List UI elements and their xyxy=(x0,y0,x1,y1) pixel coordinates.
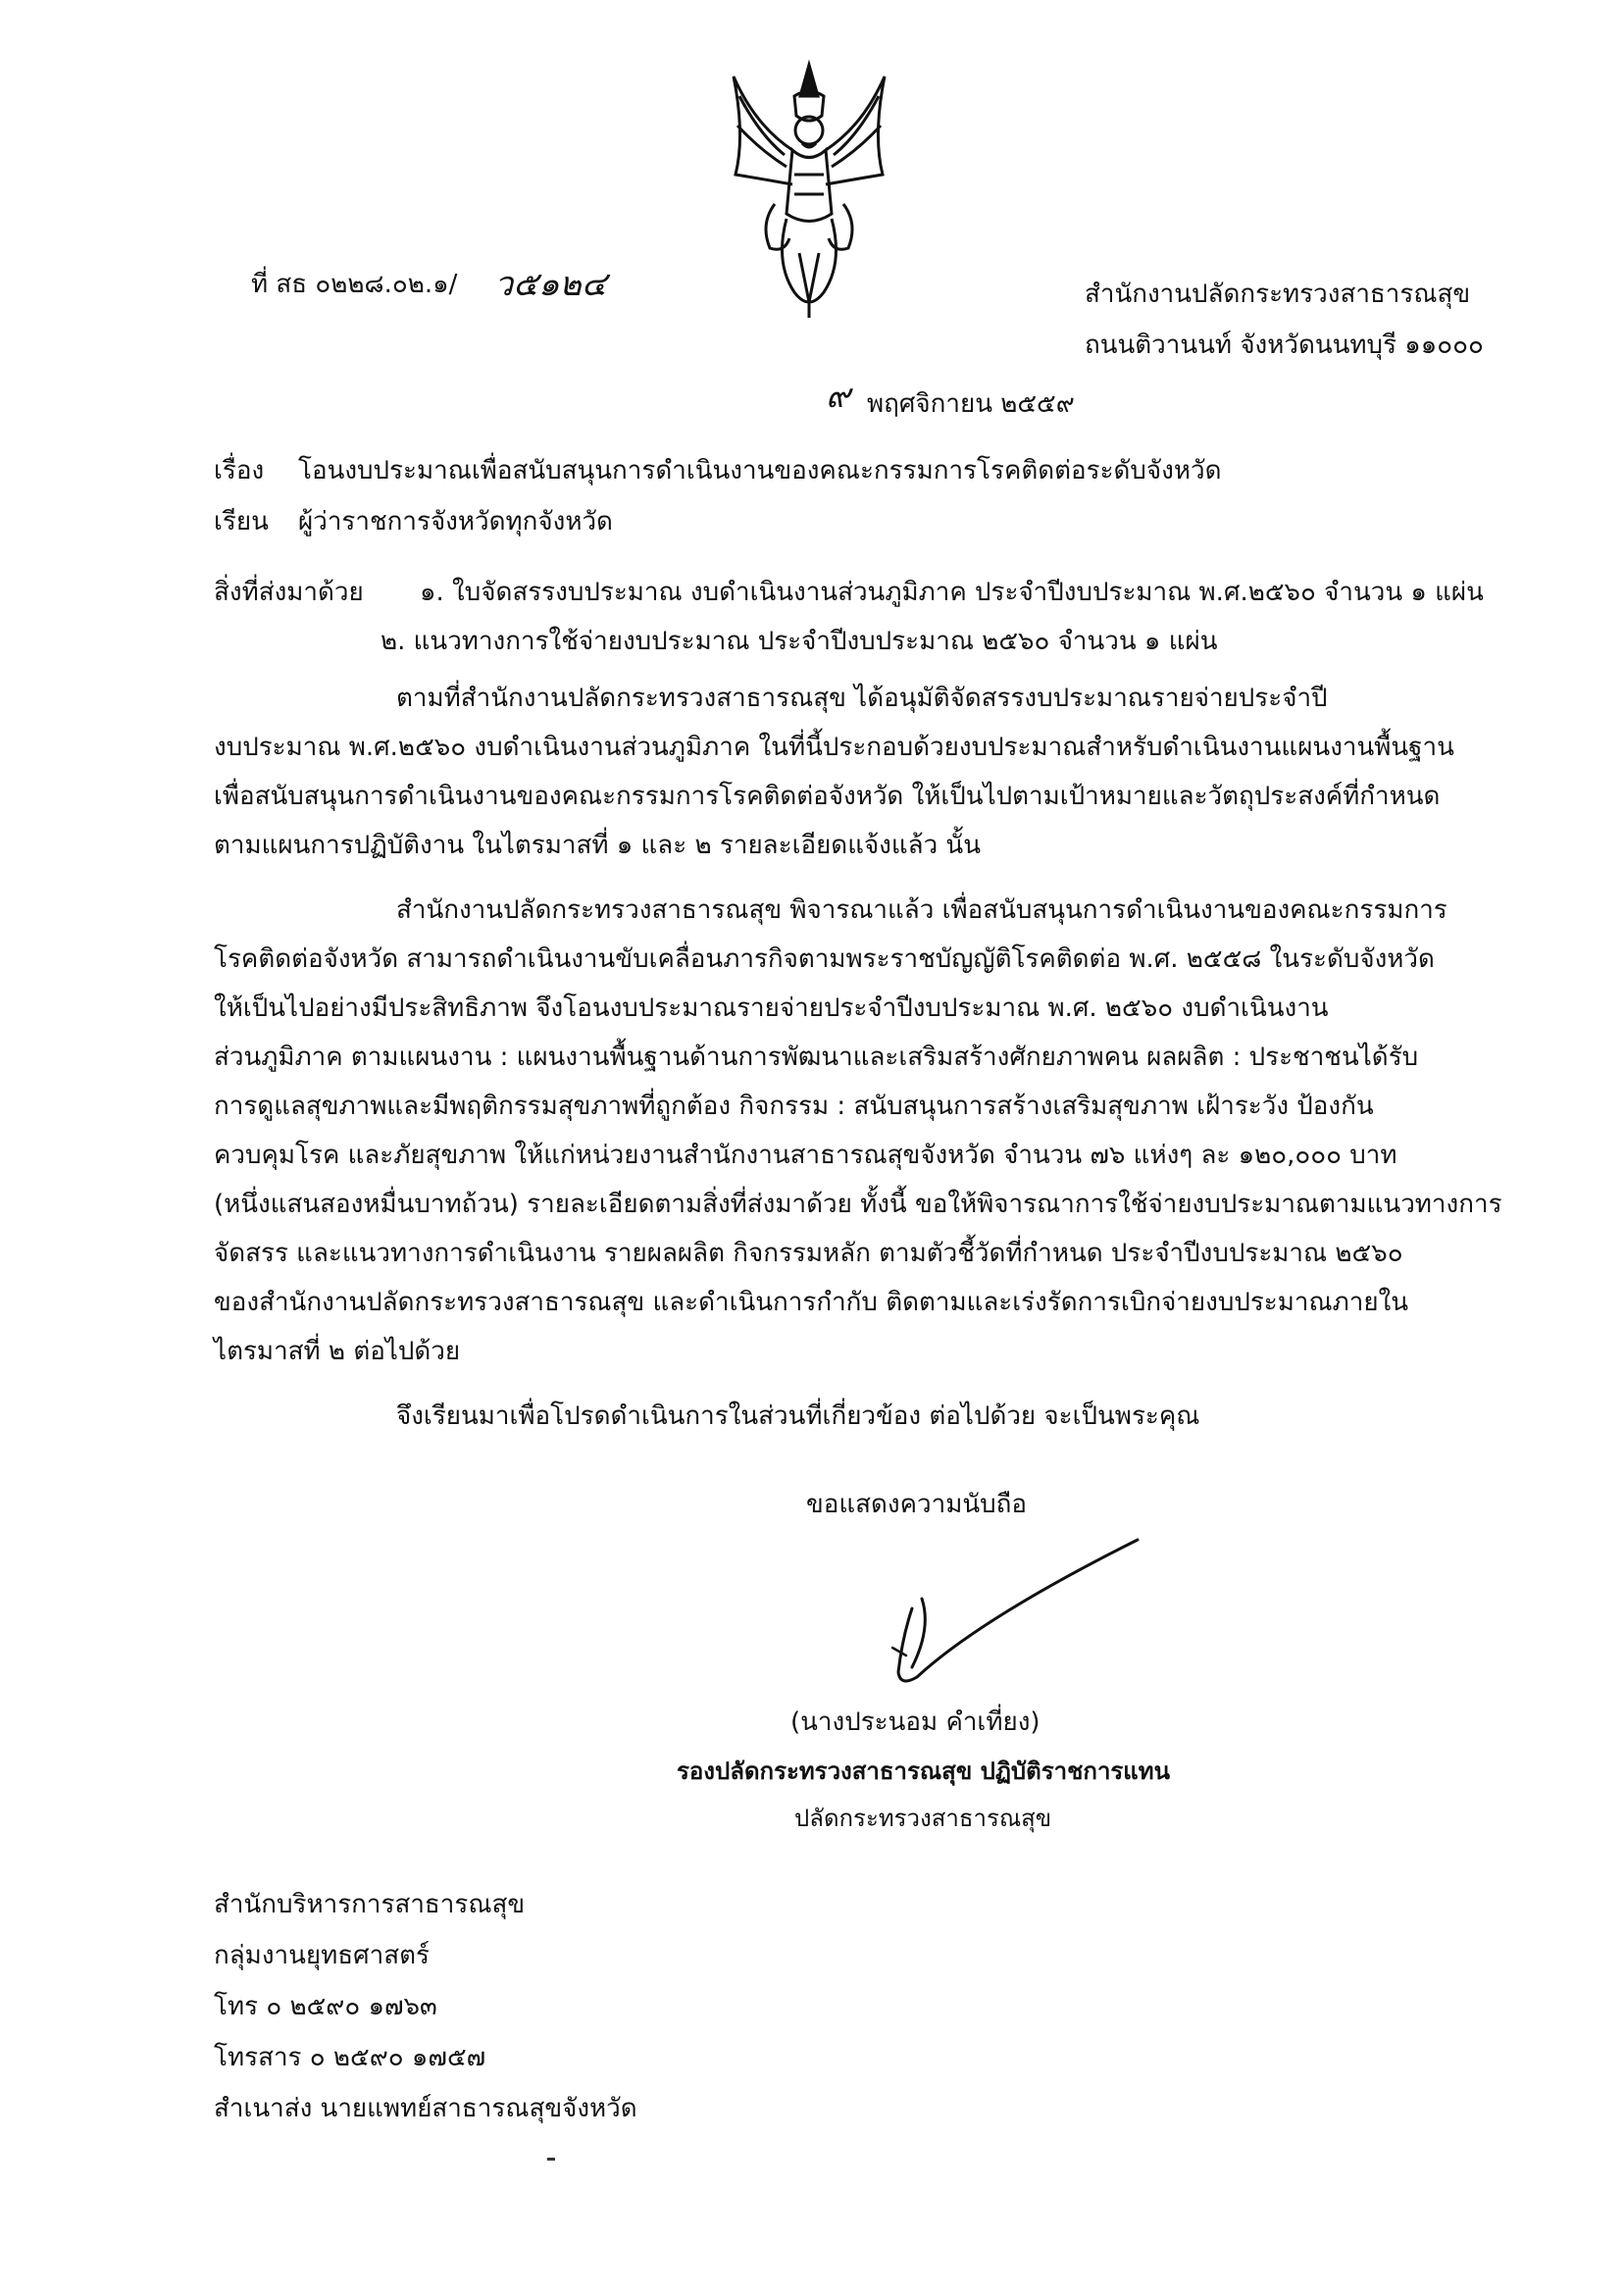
footer-department: สำนักบริหารการสาธารณสุข xyxy=(214,1890,526,1919)
stray-mark xyxy=(547,2158,555,2161)
paragraph-2-line: โรคติดต่อจังหวัด สามารถดำเนินงานขับเคลื่อนภารกิจตามพระราชบัญญัติโรคติดต่อ พ.ศ. ๒๕๕๘ ในระดับจังหวัด xyxy=(214,944,1435,974)
paragraph-1-line: เพื่อสนับสนุนการดำเนินงานของคณะกรรมการโรคติดต่อจังหวัด ให้เป็นไปตามเป้าหมายและวัตถุประสงค์ที่กำหนด xyxy=(214,782,1441,811)
footer-group: กลุ่มงานยุทธศาสตร์ xyxy=(214,1941,430,1970)
paragraph-2-line: จัดสรร และแนวทางการดำเนินงาน รายผลผลิต กิจกรรมหลัก ตามตัวชี้วัดที่กำหนด ประจำปีงบประมาณ ๒๕๖๐ xyxy=(214,1239,1403,1268)
paragraph-2-line: ควบคุมโรค และภัยสุขภาพ ให้แก่หน่วยงานสำนักงานสาธารณสุขจังหวัด จำนวน ๗๖ แห่งๆ ละ ๑๒๐,๐๐๐ บาท xyxy=(214,1141,1397,1170)
enclosure-item: ๒. แนวทางการใช้จ่ายงบประมาณ ประจำปีงบประมาณ ๒๕๖๐ จำนวน ๑ แผ่น xyxy=(381,627,1218,656)
date-month-year: พฤศจิกายน ๒๕๕๙ xyxy=(867,389,1075,419)
garuda-emblem-icon xyxy=(716,57,902,322)
paragraph-2-line: การดูแลสุขภาพและมีพฤติกรรมสุขภาพที่ถูกต้อง กิจกรรม : สนับสนุนการสร้างเสริมสุขภาพ เฝ้าระวัง ป้องกัน xyxy=(214,1092,1374,1121)
document-number-handwritten: ว๕๑๒๔ xyxy=(494,265,607,304)
footer-fax: โทรสาร ๐ ๒๕๙๐ ๑๗๕๗ xyxy=(214,2043,486,2072)
subject-label: เรื่อง xyxy=(214,456,265,485)
recipient-text: ผู้ว่าราชการจังหวัดทุกจังหวัด xyxy=(298,507,613,536)
footer-telephone: โทร ๐ ๒๕๙๐ ๑๗๖๓ xyxy=(214,1992,437,2021)
paragraph-1-line: ตามแผนการปฏิบัติงาน ในไตรมาสที่ ๑ และ ๒ รายละเอียดแจ้งแล้ว นั้น xyxy=(214,831,981,860)
paragraph-2-line: สำนักงานปลัดกระทรวงสาธารณสุข พิจารณาแล้ว เพื่อสนับสนุนการดำเนินงานของคณะกรรมการ xyxy=(396,895,1447,925)
subject-text: โอนงบประมาณเพื่อสนับสนุนการดำเนินงานของคณะกรรมการโรคติดต่อระดับจังหวัด xyxy=(298,456,1222,485)
paragraph-1-line: งบประมาณ พ.ศ.๒๕๖๐ งบดำเนินงานส่วนภูมิภาค ในที่นี้ประกอบด้วยงบประมาณสำหรับดำเนินงานแผนงานพื้นฐาน xyxy=(214,733,1454,762)
paragraph-2-line: ให้เป็นไปอย่างมีประสิทธิภาพ จึงโอนงบประมาณรายจ่ายประจำปีงบประมาณ พ.ศ. ๒๕๖๐ งบดำเนินงาน xyxy=(214,994,1329,1023)
signer-position: รองปลัดกระทรวงสาธารณสุข ปฏิบัติราชการแทน xyxy=(677,1758,1171,1785)
enclosure-label: สิ่งที่ส่งมาด้วย xyxy=(214,578,364,607)
paragraph-1-line: ตามที่สำนักงานปลัดกระทรวงสาธารณสุข ได้อนุมัติจัดสรรงบประมาณรายจ่ายประจำปี xyxy=(396,684,1328,713)
paragraph-2-line: ส่วนภูมิภาค ตามแผนงาน : แผนงานพื้นฐานด้านการพัฒนาและเสริมสร้างศักยภาพคน ผลผลิต : ประชาชนได้รับ xyxy=(214,1043,1419,1072)
closing-salutation: ขอแสดงความนับถือ xyxy=(806,1490,1027,1519)
signature-mark-icon xyxy=(863,1501,1157,1707)
document-number: ที่ สธ ๐๒๒๘.๐๒.๑/ xyxy=(251,270,458,299)
org-address: ถนนติวานนท์ จังหวัดนนทบุรี ๑๑๐๐๐ xyxy=(1085,331,1484,360)
date-day-handwritten: ๙ xyxy=(826,377,850,416)
closing-request: จึงเรียนมาเพื่อโปรดดำเนินการในส่วนที่เกี่ยวข้อง ต่อไปด้วย จะเป็นพระคุณ xyxy=(396,1401,1200,1431)
signer-position-sub: ปลัดกระทรวงสาธารณสุข xyxy=(794,1805,1052,1832)
paragraph-2-line: ของสำนักงานปลัดกระทรวงสาธารณสุข และดำเนินการกำกับ ติดตามและเร่งรัดการเบิกจ่ายงบประมาณภายใน xyxy=(214,1288,1409,1317)
paragraph-2-line: ไตรมาสที่ ๒ ต่อไปด้วย xyxy=(214,1337,461,1366)
recipient-label: เรียน xyxy=(214,507,269,536)
signer-name: (นางประนอม คำเที่ยง) xyxy=(790,1707,1040,1737)
footer-copy-to: สำเนาส่ง นายแพทย์สาธารณสุขจังหวัด xyxy=(214,2094,637,2123)
paragraph-2-line: (หนึ่งแสนสองหมื่นบาทถ้วน) รายละเอียดตามสิ่งที่ส่งมาด้วย ทั้งนี้ ขอให้พิจารณาการใช้จ่ายงบประมาณตามแนวทางการ xyxy=(214,1190,1502,1219)
enclosure-item: ๑. ใบจัดสรรงบประมาณ งบดำเนินงานส่วนภูมิภาค ประจำปีงบประมาณ พ.ศ.๒๕๖๐ จำนวน ๑ แผ่น xyxy=(420,578,1484,607)
org-name: สำนักงานปลัดกระทรวงสาธารณสุข xyxy=(1085,280,1471,309)
